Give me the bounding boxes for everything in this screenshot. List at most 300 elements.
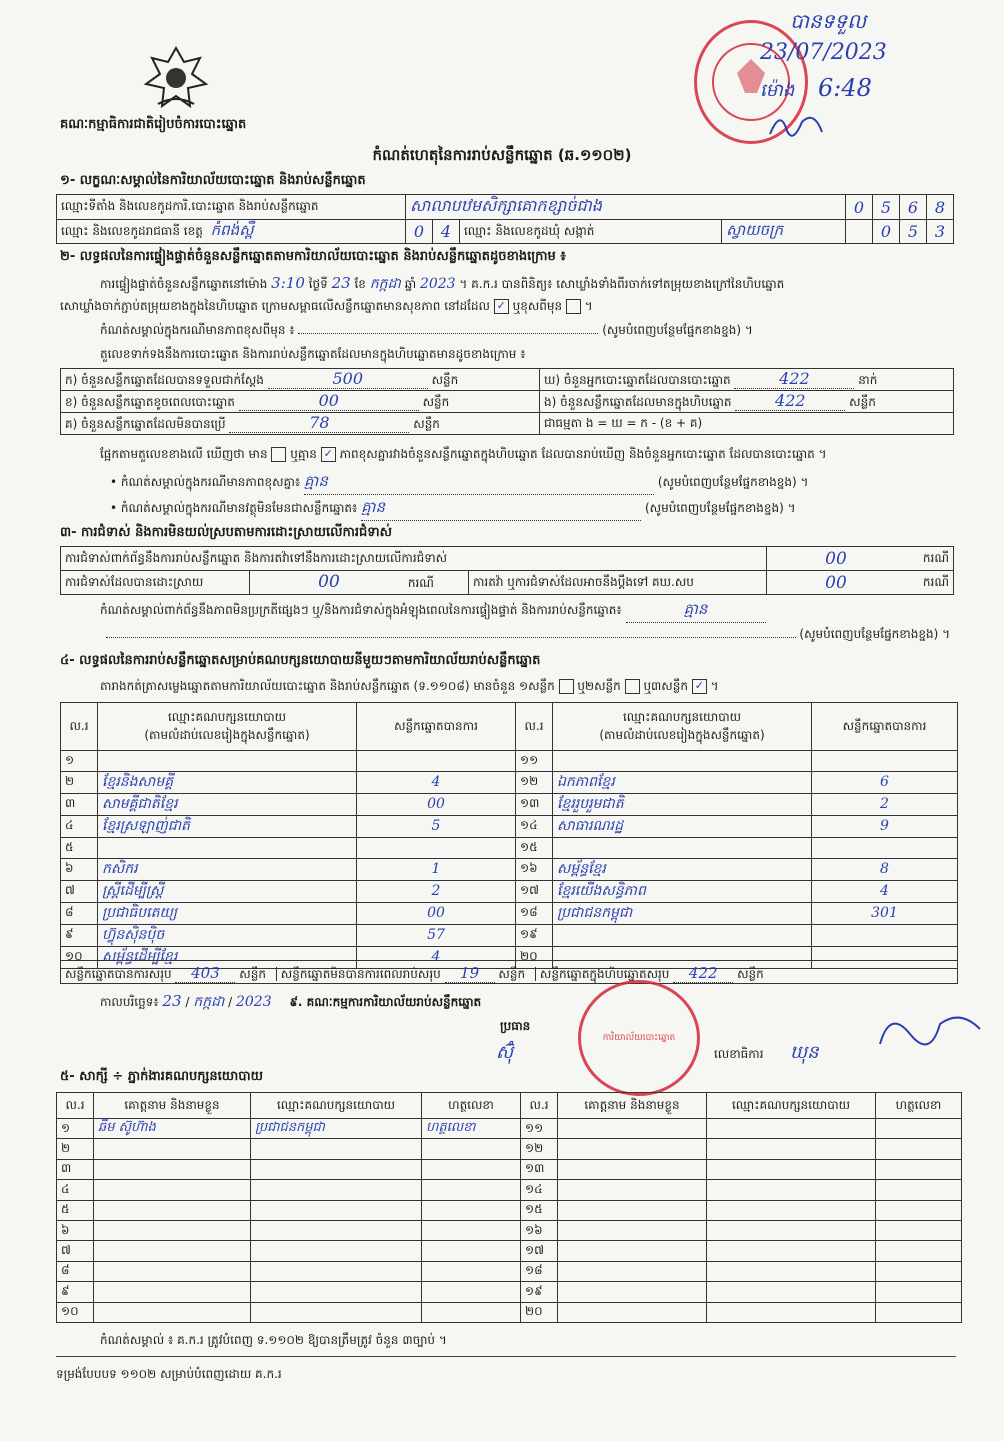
witness-name[interactable]: [558, 1159, 707, 1179]
result-no: ១: [61, 751, 98, 772]
result-votes: 5: [357, 815, 516, 837]
objections-table: [60, 546, 954, 595]
no-diff-checkbox[interactable]: ✓: [321, 447, 336, 462]
result-votes: 00: [357, 793, 516, 815]
secretary-signature-scribble: [870, 1004, 990, 1064]
witness-name[interactable]: [558, 1139, 707, 1159]
changed-label: ឬខុសពីមុន: [512, 299, 563, 313]
witness-party[interactable]: [707, 1119, 876, 1139]
witness-signature[interactable]: [876, 1302, 962, 1322]
org-name: គណៈកម្មាធិការជាតិរៀបចំការបោះឆ្នោត: [60, 117, 247, 132]
nec-emblem: [140, 44, 212, 112]
objections-row1-value: 00: [767, 547, 906, 571]
commune-code-digit: 5: [900, 220, 927, 244]
result-party: ស្រ្តីដើម្បីស្រ្តី: [98, 880, 357, 902]
table-row: [57, 1139, 962, 1159]
witness-signature: [422, 1302, 521, 1322]
discrepancy-text-b: ឬគ្មាន: [290, 447, 317, 461]
province-code-digit: 0: [406, 220, 433, 244]
witness-signature: [422, 1180, 521, 1200]
result-votes: 301: [812, 902, 958, 924]
witness-no: ៦: [57, 1220, 94, 1240]
table-row: [61, 771, 958, 793]
result-votes: 4: [357, 946, 516, 968]
figures-intro: តួលេខទាក់ទងនឹងការបោះឆ្នោត និងការរាប់សន្លឹកឆ្នោតដែលមានក្នុងហិបឆ្នោតមានដូចខាងក្រោម ៖: [100, 347, 526, 361]
witness-party[interactable]: [707, 1200, 876, 1220]
figure-b-unit: សន្លឹក: [422, 395, 450, 409]
figure-c: [61, 413, 540, 435]
extra-note-hint: (សូមបំពេញបន្ថែមផ្នែកខាងខ្នង) ។: [644, 501, 796, 515]
result-votes: 4: [357, 771, 516, 793]
section1-title: ១- លក្ខណៈសម្គាល់នៃការិយាល័យបោះឆ្នោត និងរាប់សន្លឹកឆ្នោត: [60, 173, 366, 188]
result-votes: 57: [357, 924, 516, 946]
table-row: [57, 1119, 962, 1139]
table-row: [61, 858, 958, 880]
witness-party: [251, 1302, 422, 1322]
result-party: សាធារណរដ្ឋ: [553, 815, 812, 837]
table-row: [61, 880, 958, 902]
office-seal-text: ការិយាល័យបោះឆ្នោត: [602, 1032, 676, 1043]
verify-text-e: ។ គ.ក.រ បានពិនិត្យ៖ សោឃ្លាំងទាំងពីរចាក់ទៅតម្រុយខាងក្រៅនៃហិបឆ្នោត: [459, 277, 785, 291]
figure-b-value: 00: [239, 391, 419, 411]
result-party: [98, 837, 357, 858]
location-value: សាលាបឋមសិក្សាគោកខ្សាច់ជាង: [406, 195, 846, 220]
appeal-value: 00: [767, 571, 906, 595]
result-no: ១៩: [516, 924, 553, 946]
witness-party: [251, 1180, 422, 1200]
witness-no: ១៧: [521, 1241, 558, 1261]
table-row: [57, 1241, 962, 1261]
receipt-label: បានទទួល: [790, 9, 867, 33]
irregularity-label: កំណត់សម្គាល់ពាក់ព័ន្ធនឹងភាពមិនប្រក្រតីផ្សេងៗ ឬ/និងការជំទាស់ក្នុងអំឡុងពេលនៃការផ្ទៀងផ្ទាត់ និងការរាប់សន្លឹកឆ្នោត៖: [100, 603, 622, 617]
result-no: ៨: [61, 902, 98, 924]
witness-no: ១: [57, 1119, 94, 1139]
table-row: [61, 924, 958, 946]
total-box-unit: សន្លឹក: [737, 967, 764, 981]
chair-label: ប្រធាន: [500, 1019, 531, 1033]
diff-note-line: [110, 472, 950, 495]
location-code-digit: 0: [846, 195, 873, 220]
receipt-signature: [760, 106, 830, 140]
footnote: កំណត់សម្គាល់ ៖ គ.ក.រ ត្រូវបំពេញ ទ.១១០២ ឱ្យបានត្រឹមត្រូវ ចំនួន ៣ច្បាប់ ។: [100, 1333, 447, 1347]
result-votes: [812, 924, 958, 946]
witness-col-sign: ហត្ថលេខា: [422, 1093, 521, 1119]
verify-text-b: ថ្ងៃទី: [308, 277, 328, 291]
table-row: [57, 1200, 962, 1220]
figure-a-unit: សន្លឹក: [431, 373, 459, 387]
witness-signature: [422, 1261, 521, 1281]
commune-value: ស្វាយចក្រ: [722, 220, 846, 244]
witness-no: ១២: [521, 1139, 558, 1159]
witness-name[interactable]: [558, 1261, 707, 1281]
results-table: [60, 702, 958, 969]
irregularity-hint: (សូមបំពេញបន្ថែមផ្នែកខាងខ្នង) ។: [799, 627, 950, 641]
table-row: [61, 793, 958, 815]
secretary-label: លេខាធិការ: [714, 1047, 764, 1061]
office-seal: [578, 980, 700, 1096]
witness-party[interactable]: [707, 1282, 876, 1302]
receipt-date: 23/07/2023: [760, 40, 887, 65]
result-votes: 9: [812, 815, 958, 837]
result-votes: 2: [812, 793, 958, 815]
verification-line2: សោឃ្លាំងចាក់ភ្ជាប់តម្រុយខាងក្នុងនៃហិបឆ្នោត ក្រោមសម្ពាធលើសន្លឹកឆ្នោតមានសុខភាព នៅដដែល ✓ ឬខុសពីមុន ។: [60, 299, 593, 313]
witness-signature[interactable]: [876, 1139, 962, 1159]
result-party: ខ្មែររួបរួមជាតិ: [553, 793, 812, 815]
table-row: [61, 902, 958, 924]
result-party: [98, 751, 357, 772]
figure-c-value: 78: [229, 413, 409, 433]
col-votes: សន្លឹកឆ្នោតបានការ: [357, 703, 516, 751]
col-party-right-title: ឈ្មោះគណបក្សនយោបាយ: [622, 709, 742, 724]
col-no: ល.រ: [61, 703, 98, 751]
witness-signature: [422, 1200, 521, 1220]
diff-note-label: • កំណត់សម្គាល់ក្នុងករណីមានភាពខុសគ្នា៖: [110, 475, 301, 489]
witness-name[interactable]: [558, 1282, 707, 1302]
result-no: ១៤: [516, 815, 553, 837]
witness-no: ១៥: [521, 1200, 558, 1220]
witness-party: [251, 1261, 422, 1281]
table-row: [57, 1282, 962, 1302]
table-row: [57, 1180, 962, 1200]
result-party: ខ្មែរស្រឡាញ់ជាតិ: [98, 815, 357, 837]
result-no: ១៥: [516, 837, 553, 858]
result-no: ១៣: [516, 793, 553, 815]
has-diff-checkbox[interactable]: [271, 447, 286, 462]
province-code-digit: 4: [433, 220, 460, 244]
witness-name[interactable]: [558, 1241, 707, 1261]
three-sheets-label: ឬ៣សន្លឹក: [643, 679, 688, 693]
location-code-digit: 5: [873, 195, 900, 220]
verify-year: 2023: [419, 276, 456, 292]
result-party: ប្រជាធិបតេយ្យ: [98, 902, 357, 924]
tally-sheets-line: តារាងកត់ត្រាសម្លេងឆ្នោតតាមការិយាល័យបោះឆ្នោត និងរាប់សន្លឹកឆ្នោត (ទ.១១០៨) មានចំនួន ១សន្លឹក ឬ២សន្លឹក ឬ៣សន្លឹក ✓ ។: [100, 679, 719, 693]
col-party-sub: (តាមលំដាប់លេខរៀងក្នុងសន្លឹកឆ្នោត): [144, 727, 310, 742]
result-party: ឯកភាពខ្មែរ: [553, 771, 812, 793]
result-party: ខ្មែរនិងសាមគ្គី: [98, 771, 357, 793]
witness-col-no-right: ល.រ: [521, 1093, 558, 1119]
witness-no: ១៨: [521, 1261, 558, 1281]
witness-no: ៩: [57, 1282, 94, 1302]
extra-note-label: • កំណត់សម្គាល់ក្នុងករណីមានវត្ថុមិនមែនជាសន្លឹកឆ្នោត៖: [110, 501, 358, 515]
result-no: ៧: [61, 880, 98, 902]
change-note-field[interactable]: [298, 333, 598, 334]
figure-b-label: ខ) ចំនួនសន្លឹកឆ្នោតខូចពេលបោះឆ្នោត: [65, 395, 235, 409]
result-votes: [812, 751, 958, 772]
witness-name: [94, 1302, 251, 1322]
result-no: ៩: [61, 924, 98, 946]
total-box-label: សន្លឹកឆ្នោតក្នុងហិបឆ្នោតសរុប: [535, 967, 670, 981]
witness-party: ប្រជាជនកម្ពុជា: [251, 1119, 422, 1139]
result-party: ហ៊្វុនស៊ិនប៉ិច: [98, 924, 357, 946]
witness-party[interactable]: [707, 1159, 876, 1179]
col-party-right: [553, 703, 812, 751]
witness-col-party-right: ឈ្មោះគណបក្សនយោបាយ: [707, 1093, 876, 1119]
location-code-digit: 6: [900, 195, 927, 220]
objections-row1-label: ការជំទាស់ពាក់ព័ន្ធនឹងការរាប់សន្លឹកឆ្នោត និងការតវ៉ាទៅនឹងការដោះស្រាយលើការជំទាស់: [61, 547, 767, 571]
witness-body: [57, 1119, 962, 1323]
tally-sheets-text: តារាងកត់ត្រាសម្លេងឆ្នោតតាមការិយាល័យបោះឆ្នោត និងរាប់សន្លឹកឆ្នោត (ទ.១១០៨) មានចំនួន ១សន្លឹក: [100, 679, 555, 693]
one-sheet-checkbox[interactable]: [559, 679, 574, 694]
result-no: ៦: [61, 858, 98, 880]
witness-col-sign-right: ហត្ថលេខា: [876, 1093, 962, 1119]
figure-a-value: 500: [268, 369, 428, 389]
figure-d: [540, 391, 954, 413]
receipt-time: 6:48: [818, 74, 872, 102]
commune-code-digit: 0: [873, 220, 900, 244]
committee-label: ៩. គណៈកម្មការការិយាល័យរាប់សន្លឹកឆ្នោត: [289, 995, 482, 1009]
form-note: ទម្រង់បែបបទ ១១០២ សម្រាប់បំពេញដោយ គ.ក.រ: [56, 1367, 282, 1381]
section2-title: ២- លទ្ធផលនៃការផ្ទៀងផ្ទាត់ចំនួនសន្លឹកឆ្នោតតាមការិយាល័យបោះឆ្នោត និងរាប់សន្លឹកឆ្នោតដូចខាងក្រោម ៖: [60, 249, 566, 264]
figure-d-unit: សន្លឹក: [849, 395, 876, 409]
verify-time: 3:10: [271, 274, 305, 292]
result-votes: 6: [812, 771, 958, 793]
irregularity-note-line: [100, 600, 950, 623]
date-month: កក្កដា: [193, 994, 225, 1010]
witness-col-party: ឈ្មោះគណបក្សនយោបាយ: [251, 1093, 422, 1119]
witness-name: [94, 1220, 251, 1240]
verify-day: 23: [331, 274, 351, 292]
discrepancy-text-a: ផ្អែកតាមតួលេខខាងលើ ឃើញថា មាន: [100, 447, 268, 461]
result-no: ៣: [61, 793, 98, 815]
change-note-line: [100, 322, 950, 340]
result-party: សម្ព័ន្ធដើម្បីខ្មែរ: [98, 946, 357, 968]
figure-e: [540, 369, 954, 391]
witness-no: ៤: [57, 1180, 94, 1200]
col-votes-right: សន្លឹកឆ្នោតបានការ: [812, 703, 958, 751]
verify-line2-text: សោឃ្លាំងចាក់ភ្ជាប់តម្រុយខាងក្នុងនៃហិបឆ្នោត ក្រោមសម្ពាធលើសន្លឹកឆ្នោតមានសុខភាព នៅដដែល: [60, 299, 490, 313]
verify-text-d: ឆ្នាំ: [404, 277, 417, 291]
witness-name: [94, 1241, 251, 1261]
witness-name: [94, 1159, 251, 1179]
result-votes: [357, 751, 516, 772]
witness-name[interactable]: [558, 1220, 707, 1240]
commune-code-digit: 3: [927, 220, 954, 244]
date-year: 2023: [235, 994, 272, 1010]
resolved-unit: ករណី: [407, 576, 434, 590]
result-votes: 4: [812, 880, 958, 902]
table-row: [61, 751, 958, 772]
figure-a-label: ក) ចំនួនសន្លឹកឆ្នោតដែលបានទទួលជាក់ស្តែង: [65, 373, 264, 387]
result-votes: 2: [357, 880, 516, 902]
witness-party: [251, 1159, 422, 1179]
total-valid-label: សន្លឹកឆ្នោតបានការសរុប: [65, 967, 172, 981]
witness-party[interactable]: [707, 1139, 876, 1159]
table-row: [57, 1159, 962, 1179]
result-party: សម្ព័ន្ធខ្មែរ: [553, 858, 812, 880]
witness-name: [94, 1180, 251, 1200]
witness-signature: [422, 1220, 521, 1240]
verification-line1: [100, 274, 784, 295]
location-label: ឈ្មោះទីតាំង និងលេខកូដការិ.បោះឆ្នោត និងរាប់សន្លឹកឆ្នោត: [57, 195, 406, 220]
total-valid-unit: សន្លឹក: [239, 967, 266, 981]
resolved-cell: [250, 571, 469, 595]
discrepancy-text-c: ភាពខុសគ្នារវាងចំនួនសន្លឹកឆ្នោតក្នុងហិបឆ្នោត ដែលបានរាប់ឃើញ និងចំនួនអ្នកបោះឆ្នោត ដែលបានបោះឆ្នោត ។: [339, 447, 827, 461]
result-no: ១៦: [516, 858, 553, 880]
date-label: កាលបរិច្ឆេទ៖: [100, 995, 159, 1009]
total-invalid-value: 19: [445, 964, 495, 983]
footer-divider: [56, 1356, 956, 1357]
table-row: [61, 837, 958, 858]
result-no: ២: [61, 771, 98, 793]
witness-signature[interactable]: [876, 1220, 962, 1240]
figures-table: [60, 368, 954, 435]
witness-signature: [422, 1159, 521, 1179]
witness-party: [251, 1139, 422, 1159]
extra-note-value: គ្មាន: [361, 498, 641, 521]
witness-signature[interactable]: [876, 1200, 962, 1220]
diff-note-value: គ្មាន: [304, 472, 654, 495]
commune-code-spacer: [846, 220, 873, 244]
total-invalid-unit: សន្លឹក: [498, 967, 526, 981]
witness-party[interactable]: [707, 1261, 876, 1281]
witness-name[interactable]: [558, 1119, 707, 1139]
witness-name: [94, 1200, 251, 1220]
result-no: ១៧: [516, 880, 553, 902]
resolved-label: ការជំទាស់ដែលបានដោះស្រាយ: [61, 571, 250, 595]
witness-col-name-right: គោត្តនាម និងនាមខ្លួន: [558, 1093, 707, 1119]
result-no: ១២: [516, 771, 553, 793]
witness-no: ១៤: [521, 1180, 558, 1200]
table-row: [57, 1220, 962, 1240]
witness-no: ១៣: [521, 1159, 558, 1179]
figure-e-value: 422: [734, 369, 854, 389]
result-party: [553, 751, 812, 772]
appeal-unit: ករណី: [905, 571, 954, 595]
col-no-right: ល.រ: [516, 703, 553, 751]
witness-col-no: ល.រ: [57, 1093, 94, 1119]
resolved-value: 00: [318, 572, 340, 592]
result-no: ៥: [61, 837, 98, 858]
result-party: ប្រជាជនកម្ពុជា: [553, 902, 812, 924]
location-code-digit: 8: [927, 195, 954, 220]
section5-title: ៥- សាក្សី ÷ ភ្នាក់ងារគណបក្សនយោបាយ: [60, 1069, 263, 1084]
formula: ជាធម្មតា ង = ឃ = ក - (ខ + គ): [540, 413, 954, 435]
result-votes: 1: [357, 858, 516, 880]
witness-signature[interactable]: [876, 1180, 962, 1200]
witness-party[interactable]: [707, 1241, 876, 1261]
result-party: [553, 837, 812, 858]
witness-no: ៣: [57, 1159, 94, 1179]
figure-e-unit: នាក់: [858, 373, 878, 387]
figure-a: [61, 369, 540, 391]
witness-signature[interactable]: [876, 1282, 962, 1302]
result-party: [553, 924, 812, 946]
witness-party[interactable]: [707, 1302, 876, 1322]
witness-table: [56, 1092, 962, 1323]
result-party: ខ្មែរយើងសន្ធិភាព: [553, 880, 812, 902]
witness-name: [94, 1282, 251, 1302]
witness-no: ១៩: [521, 1282, 558, 1302]
result-party: សាមគ្គីជាតិខ្មែរ: [98, 793, 357, 815]
witness-name[interactable]: [558, 1302, 707, 1322]
verify-text-c: ខែ: [354, 277, 366, 291]
appeal-label: ការតវ៉ា ឬការជំទាស់ដែលអាចនឹងប្តឹងទៅ គឃ.សប: [469, 571, 767, 595]
witness-col-name: គោត្តនាម និងនាមខ្លួន: [94, 1093, 251, 1119]
section4-title: ៤- លទ្ធផលនៃការរាប់សន្លឹកឆ្នោតសម្រាប់គណបក្សនយោបាយនីមួយៗតាមការិយាល័យរាប់សន្លឹកឆ្នោត: [60, 653, 541, 668]
verify-month: កក្កដា: [369, 276, 401, 292]
section1-table: [56, 194, 954, 244]
table-row: [57, 1302, 962, 1322]
figure-d-label: ង) ចំនួនសន្លឹកឆ្នោតដែលមានក្នុងហិបឆ្នោត: [544, 395, 732, 409]
witness-party: [251, 1282, 422, 1302]
witness-name[interactable]: [558, 1200, 707, 1220]
document-title: កំណត់ហេតុនៃការរាប់សន្លឹកឆ្នោត (ឆ.១១០២): [372, 146, 632, 164]
verify-text-a: ការផ្ទៀងផ្ទាត់ចំនួនសន្លឹកឆ្នោតនៅម៉ោង: [100, 277, 268, 291]
witness-no: ១៦: [521, 1220, 558, 1240]
witness-name: [94, 1261, 251, 1281]
result-votes: 8: [812, 858, 958, 880]
two-sheets-label: ឬ២សន្លឹក: [577, 679, 621, 693]
province-label-text: ឈ្មោះ និងលេខកូដរាជធានី ខេត្ត: [61, 223, 203, 238]
section3-title: ៣- ការជំទាស់ និងការមិនយល់ស្របតាមការដោះស្រាយលើការជំទាស់: [60, 525, 392, 540]
secretary-signature: ឃុន: [790, 1042, 819, 1063]
figure-b: [61, 391, 540, 413]
results-body: [61, 751, 958, 969]
witness-signature[interactable]: [876, 1159, 962, 1179]
figure-c-label: គ) ចំនួនសន្លឹកឆ្នោតដែលមិនបានប្រើ: [65, 417, 226, 431]
witness-signature: [422, 1139, 521, 1159]
witness-signature: [422, 1241, 521, 1261]
col-party-title: ឈ្មោះគណបក្សនយោបាយ: [167, 709, 287, 724]
witness-party: [251, 1220, 422, 1240]
province-value: កំពង់ស្ពឺ: [210, 220, 254, 239]
result-votes: [357, 837, 516, 858]
witness-party[interactable]: [707, 1180, 876, 1200]
irregularity-value: គ្មាន: [626, 600, 766, 623]
witness-party: [251, 1241, 422, 1261]
witness-no: ១០: [57, 1302, 94, 1322]
three-sheets-checkbox[interactable]: ✓: [692, 679, 707, 694]
witness-name: ឆឺម ស៊ូហ៊ាង: [94, 1119, 251, 1139]
result-no: ២០: [516, 946, 553, 968]
result-no: ៤: [61, 815, 98, 837]
witness-name[interactable]: [558, 1180, 707, 1200]
witness-signature[interactable]: [876, 1261, 962, 1281]
date-line: កាលបរិច្ឆេទ៖ 23 / កក្កដា / 2023 ៩. គណៈកម្មការការិយាល័យរាប់សន្លឹកឆ្នោត: [100, 992, 482, 1010]
chair-signature: ស៊ុំ: [496, 1042, 514, 1063]
two-sheets-checkbox[interactable]: [625, 679, 640, 694]
witness-name: [94, 1139, 251, 1159]
figure-c-unit: សន្លឹក: [413, 417, 440, 431]
result-votes: 00: [357, 902, 516, 924]
diff-note-hint: (សូមបំពេញបន្ថែមផ្នែកខាងខ្នង) ។: [657, 475, 809, 489]
witness-no: ៧: [57, 1241, 94, 1261]
table-row: [57, 1261, 962, 1281]
result-no: ១០: [61, 946, 98, 968]
witness-signature: ហត្ថលេខា: [422, 1119, 521, 1139]
total-box-value: 422: [673, 964, 733, 983]
commune-label: ឈ្មោះ និងលេខកូដឃុំ សង្កាត់: [460, 220, 722, 244]
witness-signature[interactable]: [876, 1241, 962, 1261]
witness-signature[interactable]: [876, 1119, 962, 1139]
objections-row1-unit: ករណី: [905, 547, 954, 571]
date-day: 23: [162, 992, 182, 1010]
result-party: កសិករ: [98, 858, 357, 880]
receipt-time-label: ម៉ោង: [760, 80, 795, 101]
province-label: [57, 220, 406, 244]
witness-party[interactable]: [707, 1220, 876, 1240]
irregularity-extra-field[interactable]: [106, 637, 796, 638]
witness-no: ១១: [521, 1119, 558, 1139]
change-note-label: កំណត់សម្គាល់ក្នុងករណីមានភាពខុសពីមុន ៖: [100, 323, 295, 337]
witness-signature: [422, 1282, 521, 1302]
figure-d-value: 422: [735, 391, 845, 411]
col-party-right-sub: (តាមលំដាប់លេខរៀងក្នុងសន្លឹកឆ្នោត): [599, 727, 765, 742]
changed-checkbox[interactable]: [566, 299, 581, 314]
unchanged-checkbox[interactable]: ✓: [494, 299, 509, 314]
table-row: [61, 815, 958, 837]
col-party: [98, 703, 357, 751]
